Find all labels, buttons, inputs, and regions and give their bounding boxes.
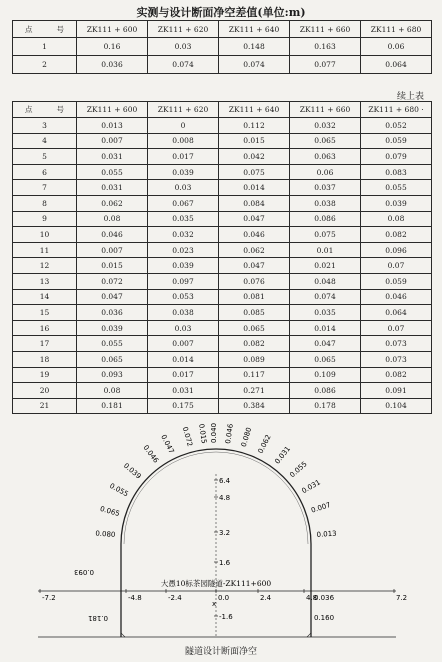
difference-value-cell: 0.039 [148, 258, 219, 274]
point-number-cell: 21 [13, 398, 77, 414]
table-row [13, 149, 432, 165]
difference-value-cell: 0.046 [77, 227, 148, 243]
point-number-header [13, 21, 77, 38]
difference-value-cell: 0.062 [219, 242, 290, 258]
arch-deviation-label: 0.062 [256, 433, 273, 455]
point-number-cell: 5 [13, 149, 77, 165]
difference-value-cell: 0.074 [290, 289, 361, 305]
point-number-cell: 4 [13, 133, 77, 149]
difference-value-cell: 0.03 [148, 180, 219, 196]
point-number-header [13, 102, 77, 118]
left-mid-value: 0.093 [74, 568, 95, 576]
difference-value-cell: 0.047 [219, 258, 290, 274]
difference-value-cell: 0.091 [361, 383, 432, 399]
difference-value-cell: 0.065 [219, 320, 290, 336]
difference-value-cell: 0.065 [290, 133, 361, 149]
difference-value-cell: 0 [148, 118, 219, 134]
table1-body [13, 38, 432, 74]
column-header: ZK111 + 620 [148, 21, 219, 38]
point-number-cell: 7 [13, 180, 77, 196]
table-row [13, 351, 432, 367]
difference-value-cell: 0.064 [361, 305, 432, 321]
difference-value-cell: 0.148 [219, 38, 290, 56]
difference-value-cell: 0.032 [148, 227, 219, 243]
difference-value-cell: 0.384 [219, 398, 290, 414]
difference-value-cell: 0.052 [361, 118, 432, 134]
point-number-cell: 10 [13, 227, 77, 243]
table-row [13, 133, 432, 149]
difference-value-cell: 0.181 [77, 398, 148, 414]
point-number-cell: 14 [13, 289, 77, 305]
difference-value-cell: 0.089 [219, 351, 290, 367]
difference-value-cell: 0.062 [77, 195, 148, 211]
arch-deviation-label: 0.031 [273, 444, 293, 466]
difference-value-cell: 0.175 [148, 398, 219, 414]
difference-value-cell: 0.081 [219, 289, 290, 305]
difference-value-cell: 0.07 [361, 258, 432, 274]
clearance-difference-table [12, 20, 432, 74]
x-tick-label: -2.4 [168, 594, 182, 602]
difference-value-cell: 0.031 [148, 383, 219, 399]
point-number-cell: 20 [13, 383, 77, 399]
column-header: ZK111 + 660 [290, 21, 361, 38]
difference-value-cell: 0.065 [290, 351, 361, 367]
difference-value-cell: 0.073 [361, 351, 432, 367]
table1-title: 实测与设计断面净空差值(单位:m) [136, 6, 306, 19]
difference-value-cell: 0.082 [219, 336, 290, 352]
difference-value-cell: 0.055 [77, 336, 148, 352]
difference-value-cell: 0.063 [290, 149, 361, 165]
difference-value-cell: 0.047 [219, 211, 290, 227]
difference-value-cell: 0.077 [290, 56, 361, 74]
difference-value-cell: 0.086 [290, 211, 361, 227]
difference-value-cell: 0.065 [77, 351, 148, 367]
point-number-cell: 18 [13, 351, 77, 367]
difference-value-cell: 0.031 [77, 149, 148, 165]
point-header-char: 号 [56, 105, 64, 114]
difference-value-cell: 0.082 [361, 367, 432, 383]
arch-deviation-label: 0.047 [159, 433, 176, 455]
difference-value-cell: 0.031 [77, 180, 148, 196]
continued-label: 续上表 [396, 92, 424, 102]
table-row [13, 383, 432, 399]
difference-value-cell: 0.036 [77, 305, 148, 321]
y-tick-label: 1.6 [219, 559, 231, 567]
difference-value-cell: 0.014 [219, 180, 290, 196]
difference-value-cell: 0.075 [219, 164, 290, 180]
difference-value-cell: 0.035 [148, 211, 219, 227]
table-row [13, 398, 432, 414]
table-row [13, 56, 432, 74]
difference-value-cell: 0.007 [77, 133, 148, 149]
table-row [13, 367, 432, 383]
arch-deviation-label: 0.013 [316, 529, 337, 539]
y-tick-label: 3.2 [219, 529, 231, 537]
table-row [13, 242, 432, 258]
difference-value-cell: 0.079 [361, 149, 432, 165]
table-row [13, 336, 432, 352]
difference-value-cell: 0.06 [290, 164, 361, 180]
column-header: ZK111 + 660 [290, 102, 361, 118]
difference-value-cell: 0.032 [290, 118, 361, 134]
difference-value-cell: 0.085 [219, 305, 290, 321]
column-header: ZK111 + 640 [219, 21, 290, 38]
column-header: ZK111 + 680 · [361, 102, 432, 118]
difference-value-cell: 0.046 [361, 289, 432, 305]
difference-value-cell: 0.117 [219, 367, 290, 383]
difference-value-cell: 0.048 [290, 273, 361, 289]
difference-value-cell: 0.047 [77, 289, 148, 305]
difference-value-cell: 0.014 [290, 320, 361, 336]
point-number-cell: 9 [13, 211, 77, 227]
column-header: ZK111 + 600 [77, 21, 148, 38]
x-tick-label: 2.4 [260, 594, 272, 602]
difference-value-cell: 0.007 [77, 242, 148, 258]
difference-value-cell: 0.073 [361, 336, 432, 352]
difference-value-cell: 0.03 [148, 320, 219, 336]
table-row [13, 305, 432, 321]
difference-value-cell: 0.017 [148, 149, 219, 165]
difference-value-cell: 0.093 [77, 367, 148, 383]
left-base-value: 0.181 [88, 614, 109, 622]
table-row [13, 164, 432, 180]
arch-deviation-label: 0.039 [121, 461, 143, 481]
arch-deviation-label: 0.046 [141, 443, 161, 465]
difference-value-cell: 0.08 [77, 211, 148, 227]
table-row [13, 320, 432, 336]
table-row [13, 273, 432, 289]
difference-value-cell: 0.03 [148, 38, 219, 56]
table-row [13, 180, 432, 196]
difference-value-cell: 0.036 [77, 56, 148, 74]
point-header-char: 点 [25, 105, 33, 114]
table-row [13, 258, 432, 274]
difference-value-cell: 0.055 [361, 180, 432, 196]
column-header: ZK111 + 600 [77, 102, 148, 118]
axis-symbol: x [212, 600, 217, 608]
clearance-difference-table-continued [12, 101, 432, 414]
difference-value-cell: 0.059 [361, 133, 432, 149]
difference-value-cell: 0.015 [219, 133, 290, 149]
difference-value-cell: 0.083 [361, 164, 432, 180]
difference-value-cell: 0.16 [77, 38, 148, 56]
difference-value-cell: 0.039 [77, 320, 148, 336]
figure-caption: 隧道设计断面净空 [184, 647, 257, 657]
difference-value-cell: 0.075 [290, 227, 361, 243]
difference-value-cell: 0.109 [290, 367, 361, 383]
point-number-cell: 11 [13, 242, 77, 258]
x-tick-label: 4.8 [306, 594, 318, 602]
difference-value-cell: 0.008 [148, 133, 219, 149]
difference-value-cell: 0.038 [290, 195, 361, 211]
table-row [13, 195, 432, 211]
arch-deviation-label: 0.015 [197, 423, 208, 445]
difference-value-cell: 0.06 [361, 38, 432, 56]
table-row [13, 227, 432, 243]
y-tick-label: -1.6 [219, 613, 233, 621]
difference-value-cell: 0.112 [219, 118, 290, 134]
arch-deviation-label: 0.040 [210, 422, 218, 443]
difference-value-cell: 0.01 [290, 242, 361, 258]
table-header-row [13, 21, 432, 38]
point-number-cell: 17 [13, 336, 77, 352]
x-tick-label: 0.0 [218, 594, 230, 602]
x-tick-label: 7.2 [396, 594, 408, 602]
difference-value-cell: 0.035 [290, 305, 361, 321]
difference-value-cell: 0.067 [148, 195, 219, 211]
difference-value-cell: 0.271 [219, 383, 290, 399]
table-row [13, 289, 432, 305]
right-base-value: 0.160 [314, 614, 335, 622]
difference-value-cell: 0.017 [148, 367, 219, 383]
difference-value-cell: 0.038 [148, 305, 219, 321]
difference-value-cell: 0.039 [148, 164, 219, 180]
difference-value-cell: 0.042 [219, 149, 290, 165]
arch-deviation-label: 0.065 [99, 504, 121, 519]
arch-deviation-label: 0.072 [180, 425, 194, 448]
difference-value-cell: 0.047 [290, 336, 361, 352]
column-header: ZK111 + 620 [148, 102, 219, 118]
point-number-cell: 13 [13, 273, 77, 289]
difference-value-cell: 0.082 [361, 227, 432, 243]
difference-value-cell: 0.064 [361, 56, 432, 74]
point-number-cell: 3 [13, 118, 77, 134]
difference-value-cell: 0.037 [290, 180, 361, 196]
difference-value-cell: 0.076 [219, 273, 290, 289]
difference-value-cell: 0.072 [77, 273, 148, 289]
difference-value-cell: 0.059 [361, 273, 432, 289]
difference-value-cell: 0.013 [77, 118, 148, 134]
point-number-cell: 16 [13, 320, 77, 336]
point-header-char: 点 [25, 24, 33, 34]
difference-value-cell: 0.021 [290, 258, 361, 274]
difference-value-cell: 0.023 [148, 242, 219, 258]
arch-deviation-label: 0.031 [300, 478, 322, 496]
arch-deviation-label: 0.007 [310, 500, 332, 515]
x-tick-label: -4.8 [128, 594, 142, 602]
difference-value-cell: 0.084 [219, 195, 290, 211]
column-header: ZK111 + 640 [219, 102, 290, 118]
table-row [13, 118, 432, 134]
difference-value-cell: 0.007 [148, 336, 219, 352]
table-row [13, 38, 432, 56]
difference-value-cell: 0.08 [77, 383, 148, 399]
arch-deviation-label: 0.055 [108, 481, 130, 499]
difference-value-cell: 0.178 [290, 398, 361, 414]
section-label: 大愚10标茶园隧道-ZK111+600 [160, 579, 272, 588]
table-header-row [13, 102, 432, 118]
table-row [13, 211, 432, 227]
difference-value-cell: 0.097 [148, 273, 219, 289]
point-number-cell: 2 [13, 56, 77, 74]
difference-value-cell: 0.055 [77, 164, 148, 180]
difference-value-cell: 0.163 [290, 38, 361, 56]
tunnel-section-diagram [0, 422, 442, 642]
column-header: ZK111 + 680 [361, 21, 432, 38]
point-number-cell: 1 [13, 38, 77, 56]
difference-value-cell: 0.086 [290, 383, 361, 399]
point-header-char: 号 [56, 24, 64, 34]
point-number-cell: 8 [13, 195, 77, 211]
point-number-cell: 12 [13, 258, 77, 274]
arch-deviation-label: 0.080 [239, 426, 254, 448]
point-number-cell: 6 [13, 164, 77, 180]
difference-value-cell: 0.053 [148, 289, 219, 305]
y-tick-label: 6.4 [219, 477, 231, 485]
difference-value-cell: 0.074 [219, 56, 290, 74]
difference-value-cell: 0.08 [361, 211, 432, 227]
difference-value-cell: 0.096 [361, 242, 432, 258]
table2-body [13, 118, 432, 414]
difference-value-cell: 0.039 [361, 195, 432, 211]
point-number-cell: 15 [13, 305, 77, 321]
arch-deviation-label: 0.055 [288, 460, 309, 480]
difference-value-cell: 0.104 [361, 398, 432, 414]
right-base-value: 0.036 [314, 594, 335, 602]
x-tick-label: -7.2 [42, 594, 56, 602]
difference-value-cell: 0.014 [148, 351, 219, 367]
arch-deviation-label: 0.046 [224, 423, 235, 445]
difference-value-cell: 0.015 [77, 258, 148, 274]
arch-deviation-label: 0.080 [95, 529, 116, 539]
difference-value-cell: 0.074 [148, 56, 219, 74]
difference-value-cell: 0.07 [361, 320, 432, 336]
difference-value-cell: 0.046 [219, 227, 290, 243]
point-number-cell: 19 [13, 367, 77, 383]
y-tick-label: 4.8 [219, 494, 231, 502]
